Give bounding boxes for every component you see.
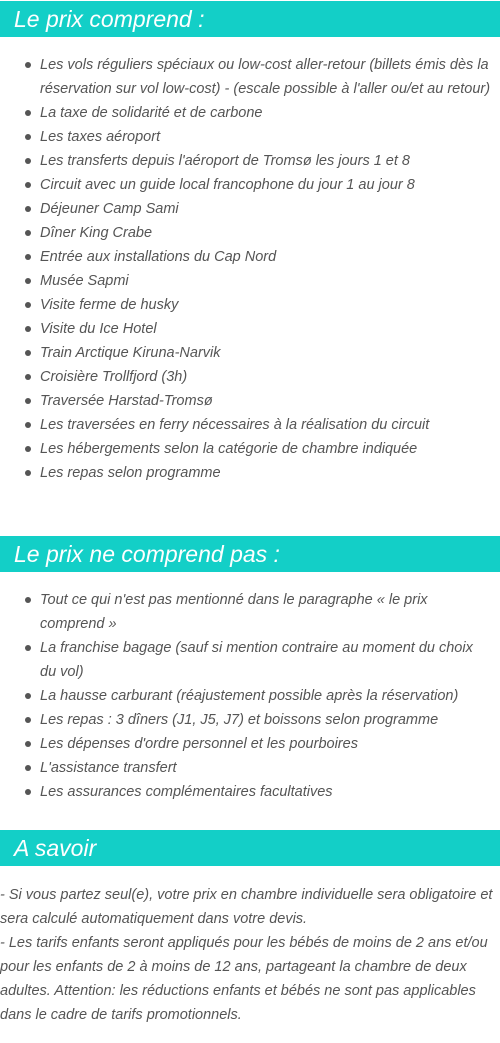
list-item: La franchise bagage (sauf si mention contraire au moment du choix du vol) — [0, 636, 500, 684]
excluded-list — [0, 588, 500, 804]
list-item: Les dépenses d'ordre personnel et les pourboires — [0, 732, 500, 756]
list-item: Les assurances complémentaires facultatives — [0, 780, 500, 804]
list-item: La taxe de solidarité et de carbone — [0, 101, 500, 125]
list-item: Les transferts depuis l'aéroport de Tromsø les jours 1 et 8 — [0, 149, 500, 173]
list-item: Les taxes aéroport — [0, 125, 500, 149]
list-item: Visite ferme de husky — [0, 293, 500, 317]
info-text — [0, 883, 500, 1027]
list-item: Les repas selon programme — [0, 461, 500, 485]
list-item: Les hébergements selon la catégorie de chambre indiquée — [0, 437, 500, 461]
list-item: Entrée aux installations du Cap Nord — [0, 245, 500, 269]
list-item: Visite du Ice Hotel — [0, 317, 500, 341]
list-item: Circuit avec un guide local francophone du jour 1 au jour 8 — [0, 173, 500, 197]
section-title-included: Le prix comprend : — [0, 1, 500, 37]
list-item: Les repas : 3 dîners (J1, J5, J7) et boissons selon programme — [0, 708, 500, 732]
list-item: La hausse carburant (réajustement possible après la réservation) — [0, 684, 500, 708]
info-paragraph: - Les tarifs enfants seront appliqués pour les bébés de moins de 2 ans et/ou pour les enfants de 2 à moins de 12 ans, partageant la chambre de deux adultes. Attention: les réductions enfants et bébés ne sont pas applicables dans le cadre de tarifs promotionnels. — [0, 935, 488, 1023]
list-item: Musée Sapmi — [0, 269, 500, 293]
list-item: Les vols réguliers spéciaux ou low-cost aller-retour (billets émis dès la réservation sur vol low-cost) - (escale possible à l'aller ou/et au retour) — [0, 53, 500, 101]
section-title-excluded: Le prix ne comprend pas : — [0, 536, 500, 572]
list-item: Déjeuner Camp Sami — [0, 197, 500, 221]
info-paragraph: - Si vous partez seul(e), votre prix en chambre individuelle sera obligatoire et sera calculé automatiquement dans votre devis. — [0, 887, 493, 927]
list-item: Tout ce qui n'est pas mentionné dans le paragraphe « le prix comprend » — [0, 588, 500, 636]
list-item: Train Arctique Kiruna-Narvik — [0, 341, 500, 365]
list-item: Dîner King Crabe — [0, 221, 500, 245]
list-item: Les traversées en ferry nécessaires à la réalisation du circuit — [0, 413, 500, 437]
section-title-info: A savoir — [0, 830, 500, 866]
list-item: L'assistance transfert — [0, 756, 500, 780]
list-item: Croisière Trollfjord (3h) — [0, 365, 500, 389]
list-item: Traversée Harstad-Tromsø — [0, 389, 500, 413]
included-list — [0, 53, 500, 485]
